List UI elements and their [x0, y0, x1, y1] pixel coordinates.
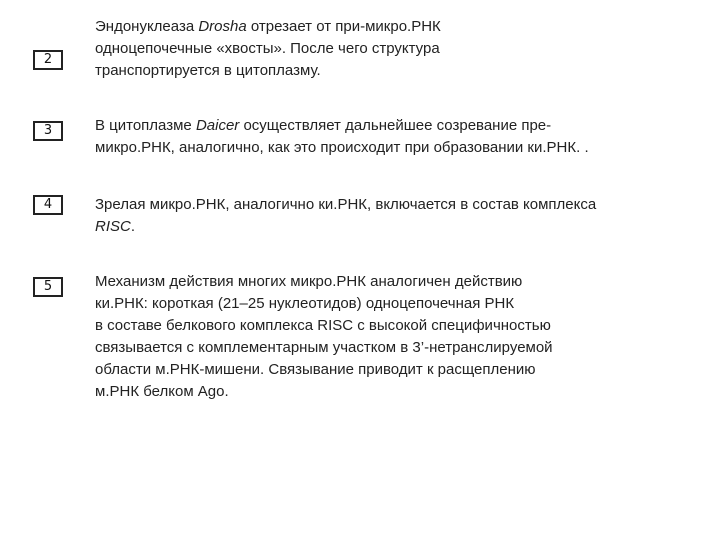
text-line: Зрелая микро.РНК, аналогично ки.РНК, включается в состав комплекса	[95, 196, 597, 213]
step-number-box: 4	[33, 195, 63, 215]
step-text	[95, 194, 685, 238]
text-line: одноцепочечные «хвосты». После чего структура	[95, 40, 440, 57]
step-number-box: 5	[33, 277, 63, 297]
step-number-box: 2	[33, 50, 63, 70]
text-line: связывается с комплементарным участком в 3’-нетранслируемой	[95, 339, 553, 356]
step-text	[95, 271, 685, 403]
text-line: в составе белкового комплекса RISC с высокой специфичностью	[95, 317, 551, 334]
text-line: м.РНК белком Ago.	[95, 383, 229, 400]
text-line: микро.РНК, аналогично, как это происходит при образовании ки.РНК. .	[95, 139, 589, 156]
text-line: Механизм действия многих микро.РНК аналогичен действию	[95, 273, 523, 290]
step-text	[95, 115, 685, 159]
text-line: Эндонуклеаза Drosha отрезает от при-микро.РНК	[95, 18, 441, 35]
step-text	[95, 16, 685, 82]
step-number-box: 3	[33, 121, 63, 141]
text-line: В цитоплазме Daicer осуществляет дальнейшее созревание пре-	[95, 117, 552, 134]
text-line: ки.РНК: короткая (21–25 нуклеотидов) одноцепочечная РНК	[95, 295, 515, 312]
text-line: области м.РНК-мишени. Связывание приводит к расщеплению	[95, 361, 536, 378]
text-line: транспортируется в цитоплазму.	[95, 62, 321, 79]
text-line: RISC.	[95, 218, 136, 235]
